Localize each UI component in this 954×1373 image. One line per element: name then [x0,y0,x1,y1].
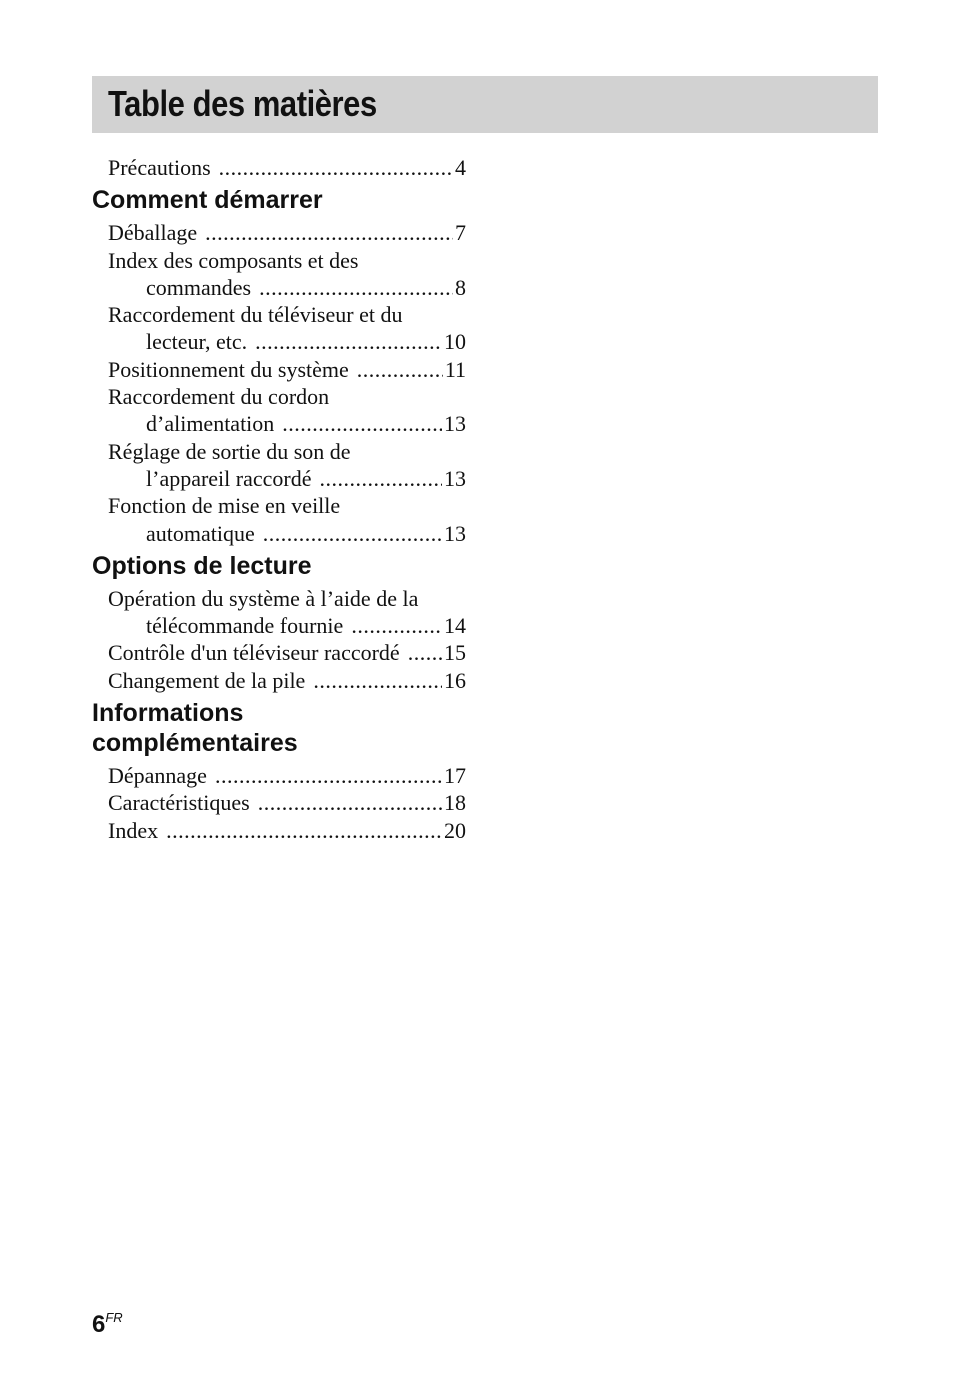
toc-entry-page: 13 [444,411,466,437]
toc-entry-label: Index [108,817,159,843]
toc-entry-label: l’appareil raccordé [146,465,312,491]
toc-entry-label: automatique [146,520,255,546]
toc-entry-label: Raccordement du téléviseur et du [108,302,403,328]
toc-entry-label: Dépannage [108,763,207,789]
toc-entry-page: 10 [444,329,466,355]
page-number: 6 [92,1311,106,1338]
toc-entry-label: d’alimentation [146,411,275,437]
toc-entry[interactable] [108,667,466,694]
dot-leader [255,328,442,355]
toc-entry-page: 11 [444,356,466,382]
dot-leader [259,274,453,301]
language-code: FR [105,1310,123,1325]
dot-leader [263,520,442,547]
page-title: Table des matières [108,83,377,124]
toc-entry-label: Opération du système à l’aide de la [108,585,419,611]
toc-entry-label: Caractéristiques [108,790,250,816]
table-of-contents [92,154,466,844]
toc-entry-label: Précautions [108,155,211,180]
toc-entry-label: Raccordement du cordon [108,384,330,410]
toc-entry[interactable] [108,247,466,302]
section-heading-line: complémentaires [92,729,298,758]
dot-leader [282,410,442,437]
toc-entry-label: Contrôle d'un téléviseur raccordé [108,640,400,666]
toc-entry-label: Fonction de mise en veille [108,493,341,519]
toc-entry-page: 8 [455,274,466,300]
toc-entry-page: 7 [455,220,466,246]
toc-entry-page: 13 [444,465,466,491]
toc-entry[interactable] [108,639,466,666]
section-heading: Options de lecture [92,551,312,580]
toc-entry-label: télécommande fournie [146,613,344,639]
toc-entry-label: Déballage [108,220,198,246]
toc-entry-page: 17 [444,763,466,789]
toc-entry-label: Index des composants et des [108,247,359,273]
section-heading: Comment démarrer [92,186,323,215]
dot-leader [166,817,442,844]
page-footer [92,1310,123,1339]
dot-leader [351,612,442,639]
toc-entry-label: Changement de la pile [108,667,306,693]
dot-leader [408,639,442,666]
dot-leader [215,762,442,789]
toc-entry-page: 20 [444,817,466,843]
toc-entry[interactable] [108,762,466,789]
toc-entry-page: 18 [444,790,466,816]
toc-entry-page: 16 [444,667,466,693]
toc-entry-page: 4 [455,155,466,180]
toc-entry-label: lecteur, etc. [146,329,248,355]
section-heading [92,698,466,758]
dot-leader [357,356,443,383]
toc-entry-label: commandes [146,274,252,300]
toc-entry-label: Positionnement du système [108,356,349,382]
toc-entry-page: 15 [444,640,466,666]
dot-leader [313,667,442,694]
dot-leader [219,154,453,181]
toc-entry[interactable] [108,154,466,181]
section-heading-line: Informations [92,699,244,728]
toc-entry[interactable] [108,585,466,640]
dot-leader [320,465,443,492]
toc-entry[interactable] [108,383,466,438]
toc-entry[interactable] [108,219,466,246]
toc-entry-label: Réglage de sortie du son de [108,438,351,464]
toc-entry-page: 13 [444,520,466,546]
toc-entry[interactable] [108,789,466,816]
toc-entry-page: 14 [444,613,466,639]
title-bar [92,76,878,133]
dot-leader [258,789,442,816]
toc-entry[interactable] [108,356,466,383]
toc-entry[interactable] [108,301,466,356]
toc-entry[interactable] [108,438,466,493]
dot-leader [205,219,453,246]
toc-entry[interactable] [108,492,466,547]
toc-entry[interactable] [108,817,466,844]
